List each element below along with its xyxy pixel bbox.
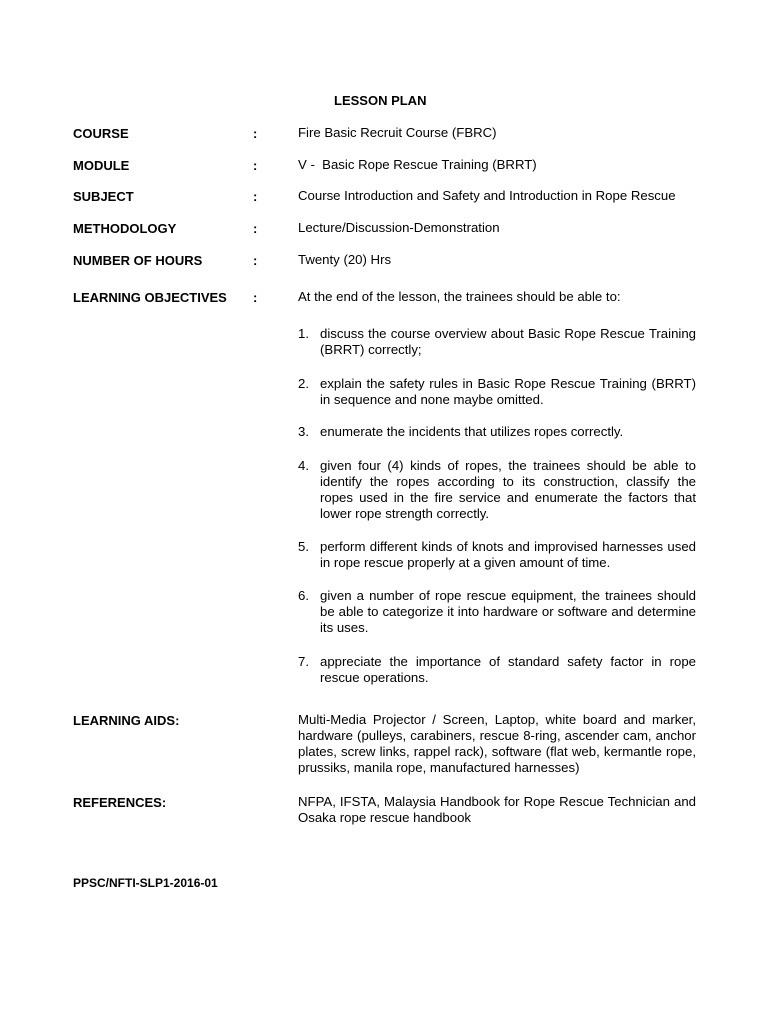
objectives-colon: : [253,290,258,305]
methodology-colon: : [253,221,258,236]
objective-item [298,654,696,686]
methodology-label: METHODOLOGY [73,221,177,236]
objectives-label: LEARNING OBJECTIVES [73,290,227,305]
objectives-intro: At the end of the lesson, the trainees should be able to: [298,289,621,304]
objective-number: 1. [298,326,309,341]
module-label: MODULE [73,158,130,173]
hours-colon: : [253,253,258,268]
module-colon: : [253,158,258,173]
objective-number: 3. [298,424,309,439]
objective-text: perform different kinds of knots and improvised harnesses used in rope rescue properly at a given amount of time. [320,539,696,570]
subject-label: SUBJECT [73,189,134,204]
objective-number: 2. [298,376,309,391]
objective-number: 5. [298,539,309,554]
course-label: COURSE [73,126,129,141]
learning-aids-value: Multi-Media Projector / Screen, Laptop, white board and marker, hardware (pulleys, carabiners, rescue 8-ring, ascender cam, anchor plates, screw links, rappel rack), software (flat web, kermantle rope, prussiks, manila rope, manufactured harnesses) [298,712,696,775]
subject-colon: : [253,189,258,204]
objective-item [298,458,696,522]
module-value: V - Basic Rope Rescue Training (BRRT) [298,157,537,172]
page-title: LESSON PLAN [334,93,427,108]
objective-text: discuss the course overview about Basic Rope Rescue Training (BRRT) correctly; [320,326,696,357]
objective-item [298,326,696,358]
objective-number: 4. [298,458,309,473]
objective-text: enumerate the incidents that utilizes ropes correctly. [320,424,624,439]
hours-label: NUMBER OF HOURS [73,253,203,268]
objective-number: 6. [298,588,309,603]
course-value: Fire Basic Recruit Course (FBRC) [298,125,497,140]
objective-item [298,424,696,440]
subject-value: Course Introduction and Safety and Introduction in Rope Rescue [298,188,676,203]
objective-item [298,539,696,571]
references-label: REFERENCES: [73,795,167,810]
course-colon: : [253,126,258,141]
objective-text: appreciate the importance of standard safety factor in rope rescue operations. [320,654,696,685]
objective-text: given four (4) kinds of ropes, the trainees should be able to identify the ropes according to its construction, classify the ropes used in the fire service and enumerate the factors that lower rope strength correctly. [320,458,696,521]
references-value: NFPA, IFSTA, Malaysia Handbook for Rope Rescue Technician and Osaka rope rescue handbook [298,794,696,825]
learning-aids-label: LEARNING AIDS: [73,713,180,728]
objective-number: 7. [298,654,309,669]
methodology-value: Lecture/Discussion-Demonstration [298,220,500,235]
objective-text: explain the safety rules in Basic Rope Rescue Training (BRRT) in sequence and none maybe omitted. [320,376,696,407]
objective-item [298,588,696,636]
objective-text: given a number of rope rescue equipment, the trainees should be able to categorize it into hardware or software and determine its uses. [320,588,696,635]
objective-item [298,376,696,408]
hours-value: Twenty (20) Hrs [298,252,392,267]
document-code: PPSC/NFTI-SLP1-2016-01 [73,876,218,890]
